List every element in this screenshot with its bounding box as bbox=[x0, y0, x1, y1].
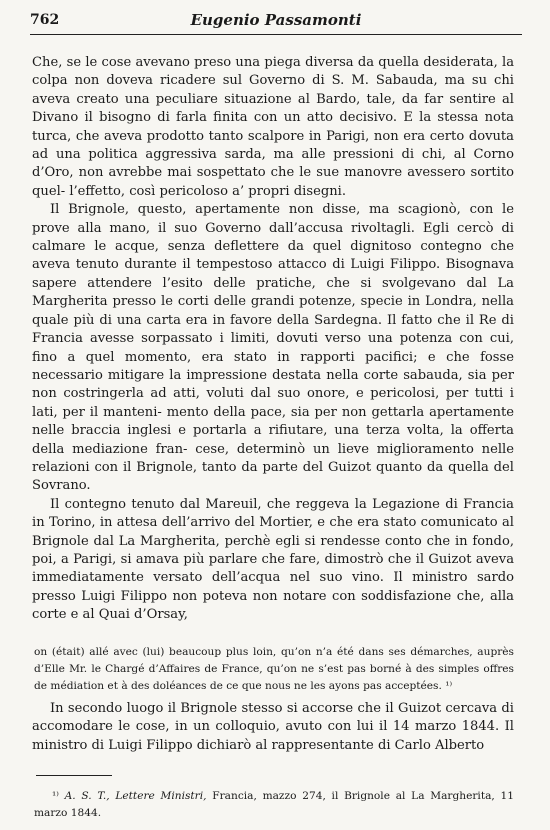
main-text bbox=[32, 54, 514, 625]
running-head: Eugenio Passamonti bbox=[190, 11, 362, 29]
paragraph: Il Brignole, questo, apertamente non disse, ma scagionò, con le prove alla mano, il suo Governo dall’accusa rivoltagli. Egli cercò di calmare le acque, senza deflettere da quel dignitoso contegno che aveva tenuto durante il tempestoso attacco di Luigi Filippo. Bisognava sapere attendere l’esito delle pratiche, che si svolgevano dal La Margherita presso le corti delle grandi potenze, specie in Londra, nella quale più di una carta era in favore della Sardegna. Il fatto che il Re di Francia avesse sorpassato i limiti, dovuti verso una potenza con cui, fino a quel momento, era stato in rapporti pacifici; e che fosse necessario mitigare la impressione destata nella corte sabauda, sia per non costringerla ad atti, voluti dal suo onore, e pericolosi, per tutti i lati, per il manteni- mento della pace, sia per non gettarla apertamente nelle braccia inglesi e portarla a rifiutare, una terza volta, la offerta della mediazione fran- cese, determinò un lieve miglioramento nelle relazioni con il Brignole, tanto da parte del Guizot quanto da quella del Sovrano. bbox=[32, 202, 514, 494]
page-number: 762 bbox=[30, 12, 60, 28]
block-quote bbox=[34, 644, 514, 695]
footnote-marker: ¹⁾ bbox=[52, 790, 59, 802]
footnote-source: A. S. T., bbox=[64, 790, 110, 802]
footnote bbox=[34, 788, 514, 822]
quote-text: on (était) allé avec (lui) beaucoup plus loin, qu’on n’a été dans ses démarches, auprès d’Elle Mr. le Chargé d’Affaires de France, qu’on ne s’est pas borné à des simples offres de médiation et à des doléances de ce que nous ne les ayons pas acceptées. ¹⁾ bbox=[34, 646, 514, 692]
paragraph: Che, se le cose avevano preso una piega diversa da quella desiderata, la colpa non doveva ricadere sul Governo di S. M. Sabauda, ma su chi aveva creato una peculiare situazione al Bardo, tale, da far sentire al Divano il bisogno di farla finita con un atto decisivo. E la stessa nota turca, che aveva prodotto tanto scalpore in Parigi, non era certo dovuta ad una politica aggressiva sarda, ma alle pressioni di chi, al Corno d’Oro, non avrebbe mai sospettato che le sue manovre avessero sortito quel- l’effetto, così pericoloso a’ propri disegni. bbox=[32, 55, 514, 199]
footnote-series: Lettere Ministri, bbox=[115, 790, 207, 802]
footnote-text: Francia, mazzo 274, il Brignole al La Margherita, 11 marzo 1844. bbox=[34, 790, 514, 819]
page-header bbox=[30, 10, 522, 35]
paragraph: In secondo luogo il Brignole stesso si accorse che il Guizot cercava di accomodare le cose, in un colloquio, avuto con lui il 14 marzo 1844. Il ministro di Luigi Filippo dichiarò al rappresentante di Carlo Alberto bbox=[32, 701, 514, 753]
main-text-continued bbox=[32, 700, 514, 755]
footnote-rule bbox=[36, 775, 112, 776]
paragraph: Il contegno tenuto dal Mareuil, che reggeva la Legazione di Francia in Torino, in attesa dell’arrivo del Mortier, e che era stato comunicato al Brignole dal La Margherita, perchè egli si rendesse conto che in fondo, poi, a Parigi, si amava più parlare che fare, dimostrò che il Guizot aveva immediatamente versato dell’acqua nel suo vino. Il ministro sardo presso Luigi Filippo non poteva non notare con soddisfazione che, alla corte e al Quai d’Orsay, bbox=[32, 496, 514, 623]
